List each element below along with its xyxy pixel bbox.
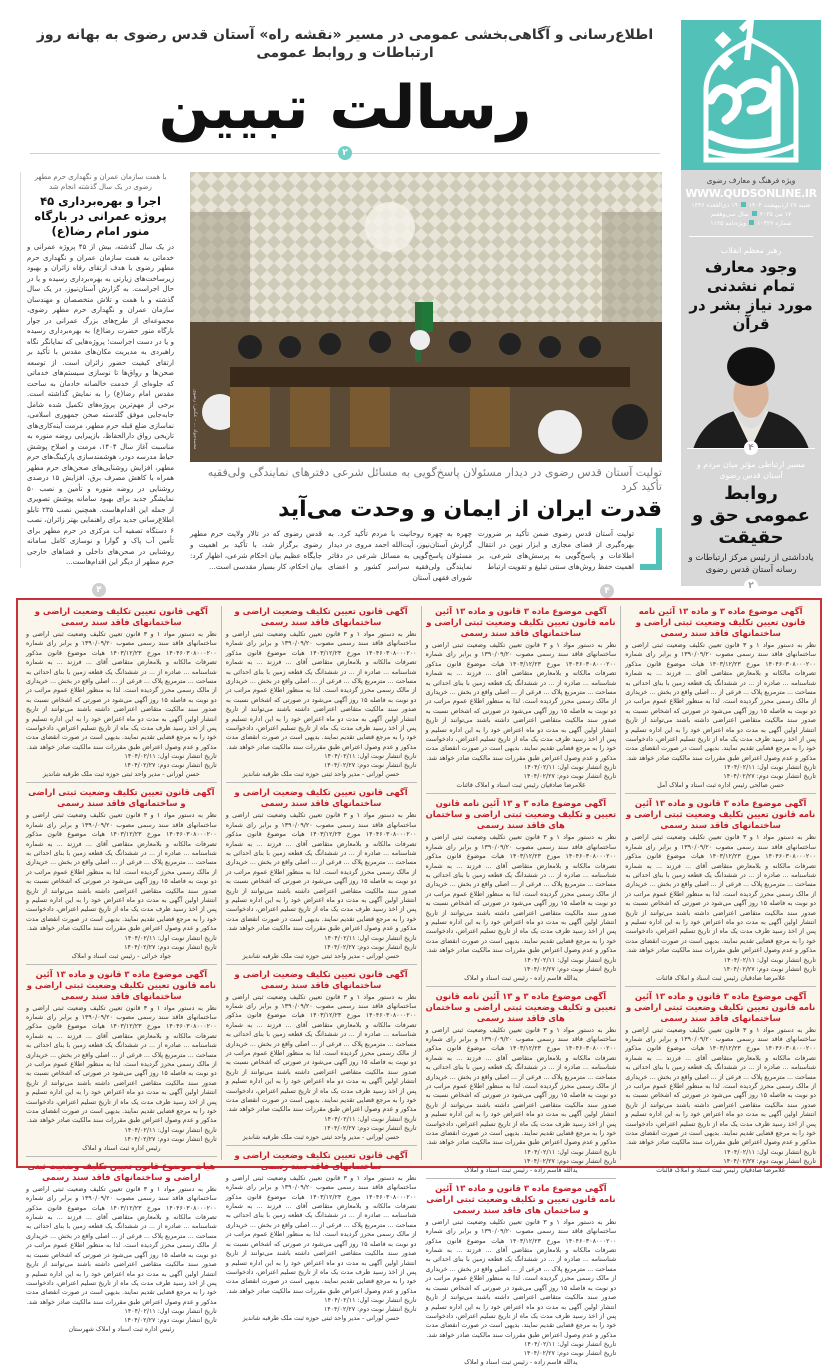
notice-body: نظر به دستور مواد ۱ و ۳ قانون تعیین تکلیف وضعیت ثبتی اراضی و ساختمانهای فاقد سند رسمی مصوب ۱۳۹۰/۰۹/۲۰ و برابر رای شماره ۱۴۰۴۶۰۳۰۸۰۰۰۲۰۰ مورخ ۱۴۰۳/۱۲/۲۳ هیات موضوع قانون مذکور تصرفات مالکانه و بلامعارض متقاضی آقای ... فرزند ... به شماره شناسنامه ... صادره از ... در ششدانگ یک قطعه زمین با بنای احداثی به مساحت ... مترمربع پلاک ... فرعی از ... اصلی واقع در بخش ... خریداری از مالک رسمی محرز گردیده است. لذا به منظور اطلاع عموم مراتب در دو نوبت به فاصله ۱۵ روز آگهی می‌شود در صورتی که اشخاص نسبت به صدور سند مالکیت متقاضی اعتراضی داشته باشند می‌توانند از تاریخ انتشار اولین آگهی به مدت دو ماه اعتراض خود را به این اداره تسلیم و پس از اخذ رسید ظرف مدت یک ماه از تاریخ تسلیم اعتراض، دادخواست خود را به مرجع قضایی تقدیم نمایند. بدیهی است در صورت انقضای مدت مذکور و عدم وصول اعتراض طبق مقررات سند مالکیت صادر خواهد شد.: [425, 1218, 617, 1339]
page-ref-badge[interactable]: ۴: [744, 441, 758, 455]
date-line: شماره ۱۰۴۲۷ویژه‌نامه ۱۱۲۵: [710, 220, 792, 227]
notice-signature: یدالله قاسم زاده - رئیس ثبت اسناد و املاک: [464, 974, 578, 982]
notice-body: نظر به دستور مواد ۱ و ۳ قانون تعیین تکلیف وضعیت ثبتی اراضی و ساختمانهای فاقد سند رسمی مصوب ۱۳۹۰/۰۹/۲۰ و برابر رای شماره ۱۴۰۴۶۰۳۰۸۰۰۰۲۰۰ مورخ ۱۴۰۳/۱۲/۲۳ هیات موضوع قانون مذکور تصرفات مالکانه و بلامعارض متقاضی آقای ... فرزند ... به شماره شناسنامه ... صادره از ... در ششدانگ یک قطعه زمین با بنای احداثی به مساحت ... مترمربع پلاک ... فرعی از ... اصلی واقع در بخش ... خریداری از مالک رسمی محرز گردیده است. لذا به منظور اطلاع عموم مراتب در دو نوبت به فاصله ۱۵ روز آگهی می‌شود در صورتی که اشخاص نسبت به صدور سند مالکیت متقاضی اعتراضی داشته باشند می‌توانند از تاریخ انتشار اولین آگهی به مدت دو ماه اعتراض خود را به این اداره تسلیم و پس از اخذ رسید ظرف مدت یک ماه از تاریخ تسلیم اعتراض، دادخواست خود را به مرجع قضایی تقدیم نمایند. بدیهی است در صورت انقضای مدت مذکور و عدم وصول اعتراض طبق مقررات سند مالکیت صادر خواهد شد.: [625, 1026, 816, 1147]
notice-body: نظر به دستور مواد ۱ و ۳ قانون تعیین تکلیف وضعیت ثبتی اراضی و ساختمانهای فاقد سند رسمی مصوب ۱۳۹۰/۰۹/۲۰ و برابر رای شماره ۱۴۰۴۶۰۳۰۸۰۰۰۲۰۰ مورخ ۱۴۰۳/۱۲/۲۳ هیات موضوع قانون مذکور تصرفات مالکانه و بلامعارض متقاضی آقای ... فرزند ... به شماره شناسنامه ... صادره از ... در ششدانگ یک قطعه زمین با بنای احداثی به مساحت ... مترمربع پلاک ... فرعی از ... اصلی واقع در بخش ... خریداری از مالک رسمی محرز گردیده است. لذا به منظور اطلاع عموم مراتب در دو نوبت به فاصله ۱۵ روز آگهی می‌شود در صورتی که اشخاص نسبت به صدور سند مالکیت متقاضی اعتراضی داشته باشند می‌توانند از تاریخ انتشار اولین آگهی به مدت دو ماه اعتراض خود را به این اداره تسلیم و پس از اخذ رسید ظرف مدت یک ماه از تاریخ تسلیم اعتراض، دادخواست خود را به مرجع قضایی تقدیم نمایند. بدیهی است در صورت انقضای مدت مذکور و عدم وصول اعتراض طبق مقررات سند مالکیت صادر خواهد شد.: [625, 642, 816, 762]
supertitle: اطلاع‌رسانی و آگاهی‌بخشی عمومی در مسیر «نقشه راه» آستان قدس رضوی به بهانه روز ارتباطات و روابط عمومی: [36, 27, 654, 61]
main-story-col3: قدس رضوی که در تالار ولایت حرم مطهر رضوی برگزار شد، با تأکید بر اهمیت و جایگاه عظیم بیان احکام شرعی، اظهار کرد: بیان احکام، کار بسیار مقدسی است...: [190, 529, 322, 571]
sidebar-story2-kicker: مسیر ارتباطی مؤثر میان مردم و آستان قدس رضوی: [696, 460, 806, 480]
sidebar-story2-subtitle: یادداشتی از رئیس مرکز ارتباطات و رسانه آستان قدس رضوی: [688, 553, 814, 575]
divider: [687, 581, 815, 591]
notice-first-pub: تاریخ انتشار نوبت اول: ۱۴۰۴/۰۲/۱۱: [523, 1341, 617, 1349]
notice-body: نظر به دستور مواد ۱ و ۳ قانون تعیین تکلیف وضعیت ثبتی اراضی و ساختمانهای فاقد سند رسمی مصوب ۱۳۹۰/۰۹/۲۰ و برابر رای شماره ۱۴۰۴۶۰۳۰۸۰۰۰۲۰۰ مورخ ۱۴۰۳/۱۲/۲۳ هیات موضوع قانون مذکور تصرفات مالکانه و بلامعارض متقاضی آقای ... فرزند ... به شماره شناسنامه ... صادره از ... در ششدانگ یک قطعه زمین با بنای احداثی به مساحت ... مترمربع پلاک ... فرعی از ... اصلی واقع در بخش ... خریداری از مالک رسمی محرز گردیده است. لذا به منظور اطلاع عموم مراتب در دو نوبت به فاصله ۱۵ روز آگهی می‌شود در صورتی که اشخاص نسبت به صدور سند مالکیت متقاضی اعتراضی داشته باشند می‌توانند از تاریخ انتشار اولین آگهی به مدت دو ماه اعتراض خود را به این اداره تسلیم و پس از اخذ رسید ظرف مدت یک ماه از تاریخ تسلیم اعتراض، دادخواست خود را به مرجع قضایی تقدیم نمایند. بدیهی است در صورت انقضای مدت مذکور و عدم وصول اعتراض طبق مقررات سند مالکیت صادر خواهد شد.: [425, 642, 617, 762]
notice-signature: یدالله قاسم زاده - رئیس ثبت اسناد و املاک: [464, 1359, 578, 1367]
legal-notices-section: [16, 598, 822, 1367]
notice-body: نظر به دستور مواد ۱ و ۳ قانون تعیین تکلیف وضعیت ثبتی اراضی و ساختمانهای فاقد سند رسمی مصوب ۱۳۹۰/۰۹/۲۰ و برابر رای شماره ۱۴۰۴۶۰۳۰۸۰۰۰۲۰۰ مورخ ۱۴۰۳/۱۲/۲۳ هیات موضوع قانون مذکور تصرفات مالکانه و بلامعارض متقاضی آقای ... فرزند ... به شماره شناسنامه ... صادره از ... در ششدانگ یک قطعه زمین با بنای احداثی به مساحت ... مترمربع پلاک ... فرعی از ... اصلی واقع در بخش ... خریداری از مالک رسمی محرز گردیده است. لذا به منظور اطلاع عموم مراتب در دو نوبت به فاصله ۱۵ روز آگهی می‌شود در صورتی که اشخاص نسبت به صدور سند مالکیت متقاضی اعتراضی داشته باشند می‌توانند از تاریخ انتشار اولین آگهی به مدت دو ماه اعتراض خود را به این اداره تسلیم و پس از اخذ رسید ظرف مدت یک ماه از تاریخ تسلیم اعتراض، دادخواست خود را به مرجع قضایی تقدیم نمایند. بدیهی است در صورت انقضای مدت مذکور و عدم وصول اعتراض طبق مقررات سند مالکیت صادر خواهد شد.: [625, 834, 816, 955]
notice-title: آگهی موضوع ماده ۳ و ۱۳ آئین نامه قانون تعیین و تکلیف وضعیت ثبتی اراضی و ساختمان های فاقد سند رسمی: [425, 798, 617, 831]
main-story-col2: چهره به چهره روحانیت با مردم تأکید کرد. به گزارش آستان‌نیوز، آیت‌الله احمد مروی در دیدار مسئولان پاسخ‌گویی به مسائل شرعی در دفاتر نمایندگی ولی‌فقیه سراسر کشور و اعضای شورای فقهی آستان: [328, 529, 472, 582]
notice-body: نظر به دستور مواد ۱ و ۳ قانون تعیین تکلیف وضعیت ثبتی اراضی و ساختمانهای فاقد سند رسمی مصوب ۱۳۹۰/۰۹/۲۰ و برابر رای شماره ۱۴۰۴۶۰۳۰۸۰۰۰۲۰۰ مورخ ۱۴۰۳/۱۲/۲۳ هیات موضوع قانون مذکور تصرفات مالکانه و بلامعارض متقاضی آقای ... فرزند ... به شماره شناسنامه ... صادره از ... در ششدانگ یک قطعه زمین با بنای احداثی به مساحت ... مترمربع پلاک ... فرعی از ... اصلی واقع در بخش ... خریداری از مالک رسمی محرز گردیده است. لذا به منظور اطلاع عموم مراتب در دو نوبت به فاصله ۱۵ روز آگهی می‌شود در صورتی که اشخاص نسبت به صدور سند مالکیت متقاضی اعتراضی داشته باشند می‌توانند از تاریخ انتشار اولین آگهی به مدت دو ماه اعتراض خود را به این اداره تسلیم و پس از اخذ رسید ظرف مدت یک ماه از تاریخ تسلیم اعتراض، دادخواست خود را به مرجع قضایی تقدیم نمایند. بدیهی است در صورت انقضای مدت مذکور و عدم وصول اعتراض طبق مقررات سند مالکیت صادر خواهد شد.: [26, 1004, 217, 1125]
date-line: ۱۷ می ۲۰۲۵سال سی‌وهفتم: [710, 211, 792, 218]
notice-second-pub: تاریخ انتشار نوبت دوم: ۱۴۰۴/۰۲/۲۷: [124, 1135, 217, 1143]
notice-signature: حسن لورانی - مدیر واحد ثبتی حوزه ثبت ملک طرقبه شاندیز: [242, 1133, 400, 1141]
notice-first-pub: تاریخ انتشار نوبت اول: ۱۴۰۴/۰۲/۱۱: [723, 764, 816, 772]
notice-first-pub: تاریخ انتشار نوبت اول: ۱۴۰۴/۰۲/۱۱: [324, 1297, 417, 1305]
ads-column: [620, 606, 816, 1174]
notice-title: هیات موضوع قانون تعیین تکلیف وضعیت ثبتی اراضی و ساختمانهای فاقد سند رسمی: [27, 1160, 216, 1182]
notice-first-pub: تاریخ انتشار نوبت اول: ۱۴۰۴/۰۲/۱۱: [723, 956, 816, 964]
notice-second-pub: تاریخ انتشار نوبت دوم: ۱۴۰۴/۰۲/۲۷: [723, 1157, 816, 1165]
photo-caption: تولیت آستان قدس رضوی در دیدار مسئولان پاسخ‌گویی به مسائل شرعی دفترهای نمایندگی ولی‌فقیه تأکید کرد: [207, 466, 662, 493]
notice-signature: رئیس اداره ثبت اسناد و املاک: [82, 1144, 161, 1152]
notice-second-pub: تاریخ انتشار نوبت دوم: ۱۴۰۴/۰۲/۲۷: [124, 943, 217, 951]
notice-title: آگهی قانون تعیین تکلیف وضعیت اراضی و ساختمانهای فاقد سند رسمی: [234, 968, 408, 990]
divider: [687, 443, 815, 453]
notice-signature: حسن لورانی - مدیر واحد ثبتی حوزه ثبت ملک طرقبه شاندیز: [242, 771, 400, 779]
rawagh-logo-icon: [681, 20, 821, 170]
notice-signature: یدالله قاسم زاده - رئیس ثبت اسناد و املاک: [464, 1166, 578, 1174]
legal-notice: [426, 606, 617, 794]
notice-second-pub: تاریخ انتشار نوبت دوم: ۱۴۰۴/۰۲/۲۷: [723, 773, 816, 781]
ads-column: [221, 606, 417, 1323]
notice-second-pub: تاریخ انتشار نوبت دوم: ۱۴۰۴/۰۲/۲۷: [523, 965, 617, 973]
notice-second-pub: تاریخ انتشار نوبت دوم: ۱۴۰۴/۰۲/۲۷: [523, 1157, 617, 1165]
tagline: ویژه فرهنگ و معارف رضوی: [706, 176, 796, 185]
sidebar-story1-kicker: رهبر معظم انقلاب: [720, 246, 782, 255]
notice-first-pub: تاریخ انتشار نوبت اول: ۱۴۰۴/۰۲/۱۱: [324, 934, 417, 942]
notice-signature: حسن صالحی رئیس اداره ثبت اسناد و املاک آمل: [657, 782, 785, 790]
main-photo: [190, 172, 662, 462]
notice-title: آگهی قانون تعیین تکلیف وضعیت ثبتی اراضی و ساختمانهای فاقد سند رسمی: [28, 787, 215, 809]
divider: [689, 236, 813, 237]
notice-first-pub: تاریخ انتشار نوبت اول: ۱۴۰۴/۰۲/۱۱: [324, 753, 417, 761]
notice-signature: غلامرضا صادقیان رئیس ثبت اسناد و املاک قائنات: [456, 782, 586, 790]
logo: [681, 20, 821, 170]
notice-title: آگهی موضوع ماده ۳ قانون و ماده ۱۳ آئین نامه قانون تعیین تکلیف وضعیت ثبتی اراضی و ساختمانهای فاقد سند رسمی: [625, 798, 816, 831]
notice-second-pub: تاریخ انتشار نوبت دوم: ۱۴۰۴/۰۲/۲۷: [523, 773, 617, 781]
notice-body: نظر به دستور مواد ۱ و ۳ قانون تعیین تکلیف وضعیت ثبتی اراضی و ساختمانهای فاقد سند رسمی مصوب ۱۳۹۰/۰۹/۲۰ و برابر رای شماره ۱۴۰۴۶۰۳۰۸۰۰۰۲۰۰ مورخ ۱۴۰۳/۱۲/۲۳ هیات موضوع قانون مذکور تصرفات مالکانه و بلامعارض متقاضی آقای ... فرزند ... به شماره شناسنامه ... صادره از ... در ششدانگ یک قطعه زمین با بنای احداثی به مساحت ... مترمربع پلاک ... فرعی از ... اصلی واقع در بخش ... خریداری از مالک رسمی محرز گردیده است. لذا به منظور اطلاع عموم مراتب در دو نوبت به فاصله ۱۵ روز آگهی می‌شود در صورتی که اشخاص نسبت به صدور سند مالکیت متقاضی اعتراضی داشته باشند می‌توانند از تاریخ انتشار اولین آگهی به مدت دو ماه اعتراض خود را به این اداره تسلیم و پس از اخذ رسید ظرف مدت یک ماه از تاریخ تسلیم اعتراض، دادخواست خود را به مرجع قضایی تقدیم نمایند. بدیهی است در صورت انقضای مدت مذکور و عدم وصول اعتراض طبق مقررات سند مالکیت صادر خواهد شد.: [26, 1185, 217, 1306]
legal-notice: [226, 969, 417, 1146]
notice-title: آگهی موضوع ماده ۳ و ماده ۱۳ آئین نامه قانون تعیین تکلیف وضعیت ثبتی اراضی و ساختمانهای فاقد سند رسمی: [635, 606, 806, 638]
notice-body: نظر به دستور مواد ۱ و ۳ قانون تعیین تکلیف وضعیت ثبتی اراضی و ساختمانهای فاقد سند رسمی مصوب ۱۳۹۰/۰۹/۲۰ و برابر رای شماره ۱۴۰۴۶۰۳۰۸۰۰۰۲۰۰ مورخ ۱۴۰۳/۱۲/۲۳ هیات موضوع قانون مذکور تصرفات مالکانه و بلامعارض متقاضی آقای ... فرزند ... به شماره شناسنامه ... صادره از ... در ششدانگ یک قطعه زمین با بنای احداثی به مساحت ... مترمربع پلاک ... فرعی از ... اصلی واقع در بخش ... خریداری از مالک رسمی محرز گردیده است. لذا به منظور اطلاع عموم مراتب در دو نوبت به فاصله ۱۵ روز آگهی می‌شود در صورتی که اشخاص نسبت به صدور سند مالکیت متقاضی اعتراضی داشته باشند می‌توانند از تاریخ انتشار اولین آگهی به مدت دو ماه اعتراض خود را به این اداره تسلیم و پس از اخذ رسید ظرف مدت یک ماه از تاریخ تسلیم اعتراض، دادخواست خود را به مرجع قضایی تقدیم نمایند. بدیهی است در صورت انقضای مدت مذکور و عدم وصول اعتراض طبق مقررات سند مالکیت صادر خواهد شد.: [225, 1174, 417, 1295]
main-headline[interactable]: قدرت ایران از ایمان و وحدت می‌آید: [278, 497, 662, 522]
notice-first-pub: تاریخ انتشار نوبت اول: ۱۴۰۴/۰۲/۱۱: [723, 1148, 816, 1156]
notice-second-pub: تاریخ انتشار نوبت دوم: ۱۴۰۴/۰۲/۲۷: [323, 1124, 417, 1132]
website-link[interactable]: WWW.QUDSONLINE.IR: [685, 187, 817, 200]
notice-second-pub: تاریخ انتشار نوبت دوم: ۱۴۰۴/۰۲/۲۷: [323, 762, 417, 770]
main-title: رسالت تبیین: [158, 73, 532, 143]
notice-first-pub: تاریخ انتشار نوبت اول: ۱۴۰۴/۰۲/۱۱: [124, 753, 217, 761]
notice-signature: جواد خرائی - رئیس ثبت اسناد و املاک: [71, 952, 172, 960]
notice-title: آگهی قانون تعیین تکلیف وضعیت اراضی و ساختمانهای فاقد سند رسمی: [234, 787, 408, 809]
notice-signature: غلامرضا صادقیان رئیس ثبت اسناد و املاک قائنات: [656, 974, 786, 982]
legal-notice: [426, 798, 617, 986]
notice-second-pub: تاریخ انتشار نوبت دوم: ۱۴۰۴/۰۲/۲۷: [523, 1350, 617, 1358]
page-ref-badge[interactable]: ۲: [744, 579, 758, 593]
notice-title: آگهی قانون تعیین تکلیف وضعیت اراضی و ساختمانهای فاقد سند رسمی: [34, 606, 208, 627]
legal-notice: [625, 991, 816, 1178]
notice-first-pub: تاریخ انتشار نوبت اول: ۱۴۰۴/۰۲/۱۱: [324, 1115, 417, 1123]
notice-second-pub: تاریخ انتشار نوبت دوم: ۱۴۰۴/۰۲/۲۷: [124, 762, 217, 770]
notice-signature: حسن لورانی - مدیر واحد ثبتی حوزه ثبت ملک طرقبه شاندیز: [42, 771, 200, 779]
notice-title: آگهی موضوع ماده ۳ قانون و ماده ۱۳ آئین نامه قانون تعیین تکلیف وضعیت ثبتی اراضی و ساختمانهای فاقد سند رسمی: [26, 968, 217, 1001]
page-ref-badge[interactable]: ۴: [600, 584, 614, 598]
notice-signature: غلامرضا صادقیان رئیس ثبت اسناد و املاک قائنات: [656, 1166, 786, 1174]
sidebar: [681, 170, 821, 591]
main-story-col1: تولیت آستان قدس رضوی ضمن تأکید بر ضرورت بهره‌گیری از فضای مجازی و ابزار نوین در انتقال اطلاعات و پاسخ‌گویی به پرسش‌های شرعی، بر اهمیت حفظ روش‌های سنتی تبلیغ و تقویت ارتباط: [478, 529, 634, 571]
notice-first-pub: تاریخ انتشار نوبت اول: ۱۴۰۴/۰۲/۱۱: [523, 764, 617, 772]
leader-portrait: [681, 340, 821, 448]
notice-title: آگهی قانون تعیین تکلیف وضعیت اراضی و ساختمانهای فاقد سند رسمی: [234, 1149, 408, 1171]
notice-first-pub: تاریخ انتشار نوبت اول: ۱۴۰۴/۰۲/۱۱: [124, 1126, 217, 1134]
left-article-kicker: با همت سازمان عمران و نگهداری حرم مطهر رضوی در یک سال گذشته انجام شد: [34, 173, 167, 191]
notice-signature: حسن لورانی - مدیر واحد ثبتی حوزه ثبت ملک طرقبه شاندیز: [242, 1315, 400, 1323]
legal-notice: [26, 606, 217, 783]
notice-first-pub: تاریخ انتشار نوبت اول: ۱۴۰۴/۰۲/۱۱: [523, 956, 617, 964]
notice-second-pub: تاریخ انتشار نوبت دوم: ۱۴۰۴/۰۲/۲۷: [323, 943, 417, 951]
page-ref-badge[interactable]: ۴: [92, 583, 106, 597]
notice-second-pub: تاریخ انتشار نوبت دوم: ۱۴۰۴/۰۲/۲۷: [124, 1317, 217, 1325]
legal-notice: [426, 991, 617, 1179]
ads-column: [421, 606, 617, 1367]
legal-notice: [26, 1161, 217, 1337]
notice-body: نظر به دستور مواد ۱ و ۳ قانون تعیین تکلیف وضعیت ثبتی اراضی و ساختمانهای فاقد سند رسمی مصوب ۱۳۹۰/۰۹/۲۰ و برابر رای شماره ۱۴۰۴۶۰۳۰۸۰۰۰۲۰۰ مورخ ۱۴۰۳/۱۲/۲۳ هیات موضوع قانون مذکور تصرفات مالکانه و بلامعارض متقاضی آقای ... فرزند ... به شماره شناسنامه ... صادره از ... در ششدانگ یک قطعه زمین با بنای احداثی به مساحت ... مترمربع پلاک ... فرعی از ... اصلی واقع در بخش ... خریداری از مالک رسمی محرز گردیده است. لذا به منظور اطلاع عموم مراتب در دو نوبت به فاصله ۱۵ روز آگهی می‌شود در صورتی که اشخاص نسبت به صدور سند مالکیت متقاضی اعتراضی داشته باشند می‌توانند از تاریخ انتشار اولین آگهی به مدت دو ماه اعتراض خود را به این اداره تسلیم و پس از اخذ رسید ظرف مدت یک ماه از تاریخ تسلیم اعتراض، دادخواست خود را به مرجع قضایی تقدیم نمایند. بدیهی است در صورت انقضای مدت مذکور و عدم وصول اعتراض طبق مقررات سند مالکیت صادر خواهد شد.: [225, 812, 417, 933]
legal-notice: [226, 606, 417, 783]
date-line: شنبه ۲۷ اردیبهشت ۱۴۰۴۱۹ ذی‌القعده ۱۴۴۶: [691, 202, 811, 209]
notice-signature: حسن لورانی - مدیر واحد ثبتی حوزه ثبت ملک طرقبه شاندیز: [242, 952, 400, 960]
left-article-title[interactable]: اجرا و بهره‌برداری ۴۵ پروژه عمرانی در بارگاه منور امام رضا(ع): [34, 194, 167, 238]
page-ref-badge[interactable]: ۲: [338, 146, 352, 160]
legal-notice: [625, 798, 816, 986]
legal-notice: [26, 787, 217, 964]
notice-body: نظر به دستور مواد ۱ و ۳ قانون تعیین تکلیف وضعیت ثبتی اراضی و ساختمانهای فاقد سند رسمی مصوب ۱۳۹۰/۰۹/۲۰ و برابر رای شماره ۱۴۰۴۶۰۳۰۸۰۰۰۲۰۰ مورخ ۱۴۰۳/۱۲/۲۳ هیات موضوع قانون مذکور تصرفات مالکانه و بلامعارض متقاضی آقای ... فرزند ... به شماره شناسنامه ... صادره از ... در ششدانگ یک قطعه زمین با بنای احداثی به مساحت ... مترمربع پلاک ... فرعی از ... اصلی واقع در بخش ... خریداری از مالک رسمی محرز گردیده است. لذا به منظور اطلاع عموم مراتب در دو نوبت به فاصله ۱۵ روز آگهی می‌شود در صورتی که اشخاص نسبت به صدور سند مالکیت متقاضی اعتراضی داشته باشند می‌توانند از تاریخ انتشار اولین آگهی به مدت دو ماه اعتراض خود را به این اداره تسلیم و پس از اخذ رسید ظرف مدت یک ماه از تاریخ تسلیم اعتراض، دادخواست خود را به مرجع قضایی تقدیم نمایند. بدیهی است در صورت انقضای مدت مذکور و عدم وصول اعتراض طبق مقررات سند مالکیت صادر خواهد شد.: [26, 812, 217, 933]
decorative-bracket: [640, 528, 662, 570]
notice-first-pub: تاریخ انتشار نوبت اول: ۱۴۰۴/۰۲/۱۱: [523, 1148, 617, 1156]
notice-body: نظر به دستور مواد ۱ و ۳ قانون تعیین تکلیف وضعیت ثبتی اراضی و ساختمانهای فاقد سند رسمی مصوب ۱۳۹۰/۰۹/۲۰ و برابر رای شماره ۱۴۰۴۶۰۳۰۸۰۰۰۲۰۰ مورخ ۱۴۰۳/۱۲/۲۳ هیات موضوع قانون مذکور تصرفات مالکانه و بلامعارض متقاضی آقای ... فرزند ... به شماره شناسنامه ... صادره از ... در ششدانگ یک قطعه زمین با بنای احداثی به مساحت ... مترمربع پلاک ... فرعی از ... اصلی واقع در بخش ... خریداری از مالک رسمی محرز گردیده است. لذا به منظور اطلاع عموم مراتب در دو نوبت به فاصله ۱۵ روز آگهی می‌شود در صورتی که اشخاص نسبت به صدور سند مالکیت متقاضی اعتراضی داشته باشند می‌توانند از تاریخ انتشار اولین آگهی به مدت دو ماه اعتراض خود را به این اداره تسلیم و پس از اخذ رسید ظرف مدت یک ماه از تاریخ تسلیم اعتراض، دادخواست خود را به مرجع قضایی تقدیم نمایند. بدیهی است در صورت انقضای مدت مذکور و عدم وصول اعتراض طبق مقررات سند مالکیت صادر خواهد شد.: [225, 631, 417, 751]
notice-signature: رئیس اداره ثبت اسناد و املاک شهرستان: [68, 1326, 175, 1334]
sidebar-story2-title[interactable]: روابط عمومی حق و حقیقت: [692, 483, 810, 548]
notice-first-pub: تاریخ انتشار نوبت اول: ۱۴۰۴/۰۲/۱۱: [124, 1308, 217, 1316]
notice-title: آگهی موضوع ماده ۳ قانون و ماده ۱۳ آئین نامه قانون تعیین تکلیف وضعیت ثبتی اراضی و ساختمانهای فاقد سند رسمی: [426, 606, 616, 638]
notice-body: نظر به دستور مواد ۱ و ۳ قانون تعیین تکلیف وضعیت ثبتی اراضی و ساختمانهای فاقد سند رسمی مصوب ۱۳۹۰/۰۹/۲۰ و برابر رای شماره ۱۴۰۴۶۰۳۰۸۰۰۰۲۰۰ مورخ ۱۴۰۳/۱۲/۲۳ هیات موضوع قانون مذکور تصرفات مالکانه و بلامعارض متقاضی آقای ... فرزند ... به شماره شناسنامه ... صادره از ... در ششدانگ یک قطعه زمین با بنای احداثی به مساحت ... مترمربع پلاک ... فرعی از ... اصلی واقع در بخش ... خریداری از مالک رسمی محرز گردیده است. لذا به منظور اطلاع عموم مراتب در دو نوبت به فاصله ۱۵ روز آگهی می‌شود در صورتی که اشخاص نسبت به صدور سند مالکیت متقاضی اعتراضی داشته باشند می‌توانند از تاریخ انتشار اولین آگهی به مدت دو ماه اعتراض خود را به این اداره تسلیم و پس از اخذ رسید ظرف مدت یک ماه از تاریخ تسلیم اعتراض، دادخواست خود را به مرجع قضایی تقدیم نمایند. بدیهی است در صورت انقضای مدت مذکور و عدم وصول اعتراض طبق مقررات سند مالکیت صادر خواهد شد.: [26, 631, 217, 751]
notice-title: آگهی موضوع ماده ۳ قانون و ماده ۱۳ آئین نامه قانون تعیین تکلیف وضعیت ثبتی اراضی و ساختمانهای فاقد سند رسمی: [625, 990, 816, 1023]
notice-body: نظر به دستور مواد ۱ و ۳ قانون تعیین تکلیف وضعیت ثبتی اراضی و ساختمانهای فاقد سند رسمی مصوب ۱۳۹۰/۰۹/۲۰ و برابر رای شماره ۱۴۰۴۶۰۳۰۸۰۰۰۲۰۰ مورخ ۱۴۰۳/۱۲/۲۳ هیات موضوع قانون مذکور تصرفات مالکانه و بلامعارض متقاضی آقای ... فرزند ... به شماره شناسنامه ... صادره از ... در ششدانگ یک قطعه زمین با بنای احداثی به مساحت ... مترمربع پلاک ... فرعی از ... اصلی واقع در بخش ... خریداری از مالک رسمی محرز گردیده است. لذا به منظور اطلاع عموم مراتب در دو نوبت به فاصله ۱۵ روز آگهی می‌شود در صورتی که اشخاص نسبت به صدور سند مالکیت متقاضی اعتراضی داشته باشند می‌توانند از تاریخ انتشار اولین آگهی به مدت دو ماه اعتراض خود را به این اداره تسلیم و پس از اخذ رسید ظرف مدت یک ماه از تاریخ تسلیم اعتراض، دادخواست خود را به مرجع قضایی تقدیم نمایند. بدیهی است در صورت انقضای مدت مذکور و عدم وصول اعتراض طبق مقررات سند مالکیت صادر خواهد شد.: [225, 993, 417, 1114]
notice-first-pub: تاریخ انتشار نوبت اول: ۱۴۰۴/۰۲/۱۱: [124, 934, 217, 942]
sidebar-story1-title[interactable]: وجود معارف تمام نشدنی مورد نیاز بشر در قرآن: [689, 258, 813, 333]
notice-title: آگهی قانون تعیین تکلیف وضعیت اراضی و ساختمانهای فاقد سند رسمی: [234, 606, 408, 627]
notice-body: نظر به دستور مواد ۱ و ۳ قانون تعیین تکلیف وضعیت ثبتی اراضی و ساختمانهای فاقد سند رسمی مصوب ۱۳۹۰/۰۹/۲۰ و برابر رای شماره ۱۴۰۴۶۰۳۰۸۰۰۰۲۰۰ مورخ ۱۴۰۳/۱۲/۲۳ هیات موضوع قانون مذکور تصرفات مالکانه و بلامعارض متقاضی آقای ... فرزند ... به شماره شناسنامه ... صادره از ... در ششدانگ یک قطعه زمین با بنای احداثی به مساحت ... مترمربع پلاک ... فرعی از ... اصلی واقع در بخش ... خریداری از مالک رسمی محرز گردیده است. لذا به منظور اطلاع عموم مراتب در دو نوبت به فاصله ۱۵ روز آگهی می‌شود در صورتی که اشخاص نسبت به صدور سند مالکیت متقاضی اعتراضی داشته باشند می‌توانند از تاریخ انتشار اولین آگهی به مدت دو ماه اعتراض خود را به این اداره تسلیم و پس از اخذ رسید ظرف مدت یک ماه از تاریخ تسلیم اعتراض، دادخواست خود را به مرجع قضایی تقدیم نمایند. بدیهی است در صورت انقضای مدت مذکور و عدم وصول اعتراض طبق مقررات سند مالکیت صادر خواهد شد.: [425, 1026, 617, 1147]
left-article-body: در یک سال گذشته، بیش از ۴۵ پروژه عمرانی و خدماتی به همت سازمان عمران و نگهداری حرم مطهر رضوی با هدف ارتقای رفاه زائران و بهبود زیرساخت‌های زیارتی به بهره‌برداری رسیده و یا در حال اجراست. به گزارش آستان‌نیوز، در یک سال گذشته و با همت و تلاش متخصصان و مهندسان سازمان عمران و نگهداری حرم مطهر رضوی، مجموعه‌ای از طرح‌های بزرگ عمرانی در جوار بارگاه منور حضرت رضا(ع) به بهره‌برداری رسیده و یا در دست اجراست؛ پروژه‌هایی که نمایانگر نگاه راهبردی به مدیریت مکان‌های مقدس با تأکید بر ارتقای کیفیت حضور زائران است. از توسعه صحن‌ها و رواق‌ها تا نوسازی سیستم‌های خدماتی که جلوه‌ای از خدمت خالصانه خادمان به ساحت مقدس امام رضا(ع) را به نمایش گذاشته است. برخی از مهم‌ترین پروژه‌های تکمیل شده شامل جابه‌جایی موفق گلدسته صحن جمهوری اسلامی، نماسازی ضلع قبله حرم مطهر، مرمت آینه‌کاری‌های تاریخی رواق دارالحفاظ، بازپیرایی روضه منوره به مناسبت آغاز سال ۱۴۰۴، مرمت و اصلاح پوشش حیاط مدرسه دودر، هوشمندسازی پارکینگ‌های حرم مطهر، افزایش روشنایی‌های صحن‌های حرم مطهر همراه با کاهش مصرف برق، افزایش ۱۵ درصدی روشنایی در روضه منوره و تأمین و نصب ۵۰ نمایشگر جدید برای بهبود سامانه پوشش تصویری از جمله این اقدام‌هاست. همچنین نصب ۲۳۵ تابلو اطلاع‌رسانی جدید برای راهنمایی بهتر زائران، نصب ۶ دستگاه تصفیه آب مرکزی در حرم مطهر برای تأمین آب پاک و گوارا و نوسازی کامل سامانه روشنایی در صحن‌های داخلی و فضاهای خارجی حرم مطهر از دیگر این اقدام‌هاست...: [27, 243, 175, 566]
left-article: [20, 172, 180, 568]
notice-body: نظر به دستور مواد ۱ و ۳ قانون تعیین تکلیف وضعیت ثبتی اراضی و ساختمانهای فاقد سند رسمی مصوب ۱۳۹۰/۰۹/۲۰ و برابر رای شماره ۱۴۰۴۶۰۳۰۸۰۰۰۲۰۰ مورخ ۱۴۰۳/۱۲/۲۳ هیات موضوع قانون مذکور تصرفات مالکانه و بلامعارض متقاضی آقای ... فرزند ... به شماره شناسنامه ... صادره از ... در ششدانگ یک قطعه زمین با بنای احداثی به مساحت ... مترمربع پلاک ... فرعی از ... اصلی واقع در بخش ... خریداری از مالک رسمی محرز گردیده است. لذا به منظور اطلاع عموم مراتب در دو نوبت به فاصله ۱۵ روز آگهی می‌شود در صورتی که اشخاص نسبت به صدور سند مالکیت متقاضی اعتراضی داشته باشند می‌توانند از تاریخ انتشار اولین آگهی به مدت دو ماه اعتراض خود را به این اداره تسلیم و پس از اخذ رسید ظرف مدت یک ماه از تاریخ تسلیم اعتراض، دادخواست خود را به مرجع قضایی تقدیم نمایند. بدیهی است در صورت انقضای مدت مذکور و عدم وصول اعتراض طبق مقررات سند مالکیت صادر خواهد شد.: [425, 834, 617, 955]
notice-second-pub: تاریخ انتشار نوبت دوم: ۱۴۰۴/۰۲/۲۷: [323, 1306, 417, 1314]
legal-notice: [226, 787, 417, 964]
legal-notice: [625, 606, 816, 794]
photo-credit: محمدجواد ... - عکس: رضوی: [192, 389, 198, 450]
notice-second-pub: تاریخ انتشار نوبت دوم: ۱۴۰۴/۰۲/۲۷: [723, 965, 816, 973]
legal-notice: [26, 969, 217, 1157]
legal-notice: [226, 1150, 417, 1326]
legal-notice: [426, 1183, 617, 1370]
notice-title: آگهی موضوع ماده ۳ و ۱۳ آئین نامه قانون تعیین و تکلیف وضعیت ثبتی اراضی و ساختمان های فاقد سند رسمی: [425, 990, 617, 1023]
ads-column: [22, 606, 217, 1334]
notice-title: آگهی موضوع ماده ۳ قانون و ماده ۱۳ آئین نامه قانون تعیین و تکلیف وضعیت ثبتی اراضی و ساختمان های فاقد سند رسمی: [426, 1182, 616, 1215]
